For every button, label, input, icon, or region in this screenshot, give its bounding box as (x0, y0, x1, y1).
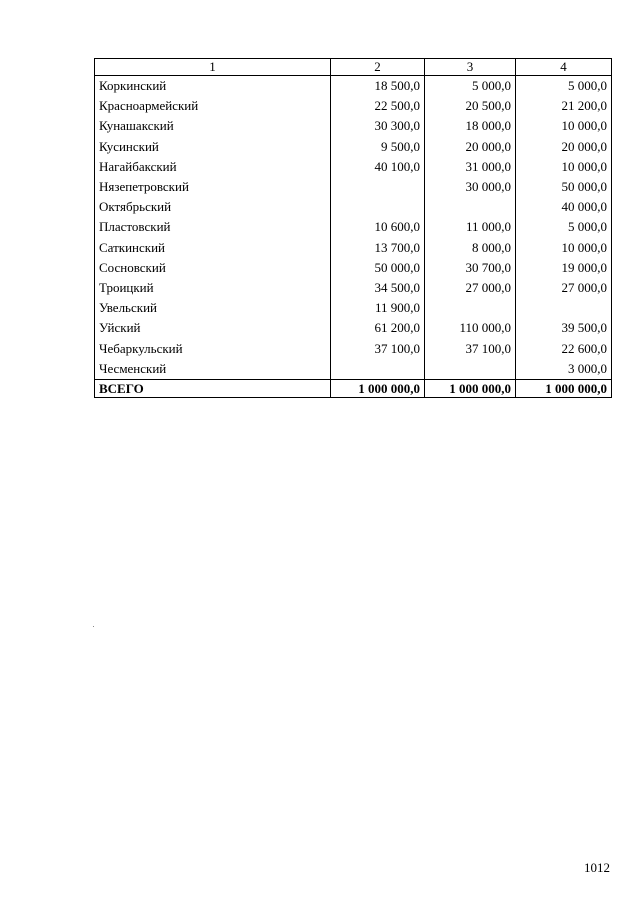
value-cell: 20 000,0 (425, 137, 516, 157)
table-row (95, 197, 612, 217)
value-cell (331, 359, 425, 380)
value-cell: 10 600,0 (331, 217, 425, 237)
value-cell: 21 200,0 (516, 96, 612, 116)
value-cell: 8 000,0 (425, 238, 516, 258)
table-header-row (95, 59, 612, 76)
table-row (95, 217, 612, 237)
value-cell: 50 000,0 (331, 258, 425, 278)
column-header: 1 (95, 59, 331, 76)
value-cell (331, 197, 425, 217)
table-row (95, 96, 612, 116)
page-number: 1012 (584, 860, 610, 875)
table-row (95, 359, 612, 380)
value-cell (425, 359, 516, 380)
value-cell: 11 000,0 (425, 217, 516, 237)
value-cell: 20 500,0 (425, 96, 516, 116)
table-row (95, 137, 612, 157)
value-cell: 34 500,0 (331, 278, 425, 298)
value-cell: 10 000,0 (516, 116, 612, 136)
value-cell: 37 100,0 (425, 338, 516, 358)
table-row (95, 177, 612, 197)
table-row (95, 298, 612, 318)
district-name-cell: Кусинский (95, 137, 331, 157)
value-cell: 30 700,0 (425, 258, 516, 278)
value-cell: 61 200,0 (331, 318, 425, 338)
district-name-cell: Кунашакский (95, 116, 331, 136)
value-cell: 5 000,0 (425, 76, 516, 97)
table-row (95, 318, 612, 338)
total-cell: 1 000 000,0 (425, 379, 516, 397)
value-cell: 110 000,0 (425, 318, 516, 338)
district-name-cell: Троицкий (95, 278, 331, 298)
value-cell: 30 000,0 (425, 177, 516, 197)
budget-table (94, 58, 612, 398)
table-row (95, 76, 612, 97)
value-cell: 31 000,0 (425, 157, 516, 177)
district-name-cell: Увельский (95, 298, 331, 318)
value-cell (425, 197, 516, 217)
column-header: 3 (425, 59, 516, 76)
value-cell: 40 100,0 (331, 157, 425, 177)
budget-table-container (94, 58, 611, 398)
value-cell: 27 000,0 (516, 278, 612, 298)
column-header: 2 (331, 59, 425, 76)
value-cell: 27 000,0 (425, 278, 516, 298)
total-cell: 1 000 000,0 (331, 379, 425, 397)
value-cell: 3 000,0 (516, 359, 612, 380)
table-row (95, 258, 612, 278)
column-header: 4 (516, 59, 612, 76)
value-cell: 39 500,0 (516, 318, 612, 338)
district-name-cell: Коркинский (95, 76, 331, 97)
table-row (95, 338, 612, 358)
district-name-cell: Октябрьский (95, 197, 331, 217)
table-row (95, 238, 612, 258)
value-cell: 5 000,0 (516, 76, 612, 97)
value-cell: 40 000,0 (516, 197, 612, 217)
district-name-cell: Нязепетровский (95, 177, 331, 197)
district-name-cell: Нагайбакский (95, 157, 331, 177)
table-row (95, 278, 612, 298)
value-cell: 10 000,0 (516, 238, 612, 258)
table-row (95, 116, 612, 136)
total-row (95, 379, 612, 397)
value-cell: 19 000,0 (516, 258, 612, 278)
value-cell: 22 500,0 (331, 96, 425, 116)
table-row (95, 157, 612, 177)
value-cell: 18 500,0 (331, 76, 425, 97)
district-name-cell: Уйский (95, 318, 331, 338)
value-cell: 9 500,0 (331, 137, 425, 157)
value-cell: 37 100,0 (331, 338, 425, 358)
district-name-cell: Саткинский (95, 238, 331, 258)
value-cell (331, 177, 425, 197)
district-name-cell: Чебаркульский (95, 338, 331, 358)
district-name-cell: Пластовский (95, 217, 331, 237)
district-name-cell: Красноармейский (95, 96, 331, 116)
value-cell: 22 600,0 (516, 338, 612, 358)
value-cell: 20 000,0 (516, 137, 612, 157)
district-name-cell: Сосновский (95, 258, 331, 278)
value-cell: 11 900,0 (331, 298, 425, 318)
total-cell: 1 000 000,0 (516, 379, 612, 397)
total-label: ВСЕГО (95, 379, 331, 397)
value-cell: 50 000,0 (516, 177, 612, 197)
scan-speck (93, 626, 94, 627)
value-cell: 30 300,0 (331, 116, 425, 136)
value-cell (516, 298, 612, 318)
value-cell: 13 700,0 (331, 238, 425, 258)
district-name-cell: Чесменский (95, 359, 331, 380)
value-cell: 5 000,0 (516, 217, 612, 237)
value-cell (425, 298, 516, 318)
table-body (95, 76, 612, 398)
value-cell: 10 000,0 (516, 157, 612, 177)
value-cell: 18 000,0 (425, 116, 516, 136)
